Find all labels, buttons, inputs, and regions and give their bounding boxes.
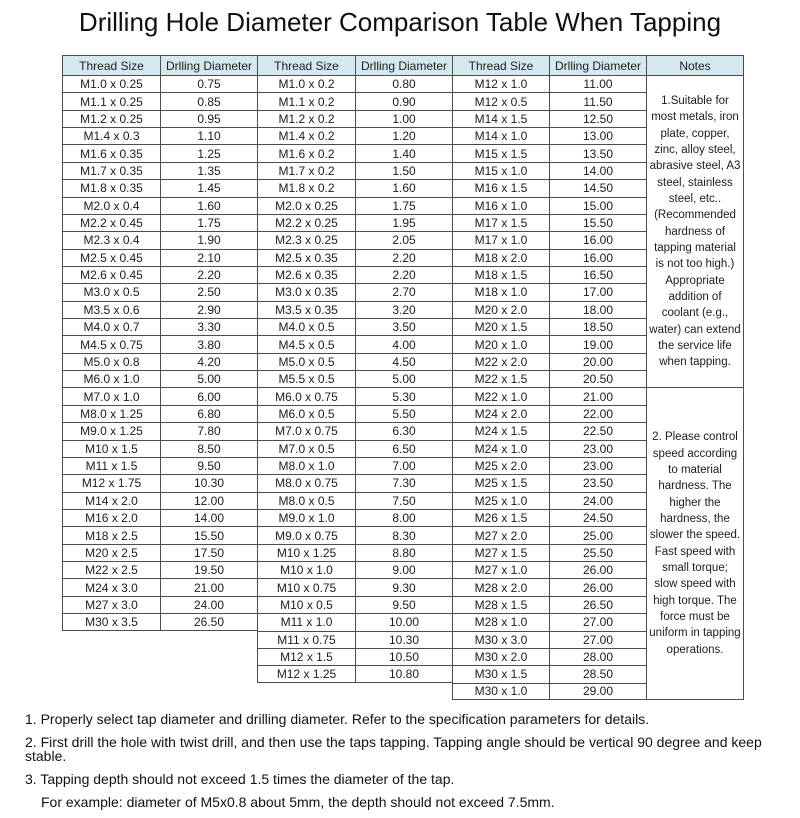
drill-diameter-cell: 3.20	[355, 301, 452, 318]
drill-diameter-cell: 15.50	[549, 214, 646, 231]
drill-diameter-cell: 23.50	[549, 474, 646, 491]
drill-diameter-cell: 22.50	[549, 422, 646, 439]
thread-size-cell: M1.0 x 0.2	[257, 75, 355, 92]
drill-diameter-cell: 5.50	[355, 405, 452, 422]
thread-size-cell: M8.0 x 0.5	[257, 492, 355, 509]
drill-diameter-cell: 11.50	[549, 92, 646, 109]
drill-diameter-cell: 11.00	[549, 75, 646, 92]
thread-size-cell: M27 x 3.0	[62, 596, 160, 613]
thread-size-cell: M7.0 x 0.75	[257, 422, 355, 439]
drill-diameter-cell: 7.00	[355, 457, 452, 474]
thread-size-cell: M2.2 x 0.25	[257, 214, 355, 231]
thread-size-cell: M20 x 1.5	[452, 318, 549, 335]
thread-size-cell: M24 x 2.0	[452, 405, 549, 422]
drill-diameter-cell: 27.00	[549, 613, 646, 630]
drill-diameter-cell: 3.30	[160, 318, 257, 335]
thread-size-cell: M1.2 x 0.2	[257, 110, 355, 127]
drill-diameter-cell: 9.50	[160, 457, 257, 474]
drill-diameter-cell: 12.00	[160, 492, 257, 509]
thread-size-cell: M28 x 1.0	[452, 613, 549, 630]
drill-diameter-cell: 8.50	[160, 440, 257, 457]
thread-size-cell: M12 x 1.25	[257, 665, 355, 682]
thread-size-cell: M14 x 1.5	[452, 110, 549, 127]
thread-size-cell: M12 x 1.75	[62, 474, 160, 491]
drill-diameter-cell: 19.00	[549, 335, 646, 352]
thread-size-cell: M1.4 x 0.3	[62, 127, 160, 144]
drill-diameter-cell: 22.00	[549, 405, 646, 422]
thread-size-cell: M12 x 0.5	[452, 92, 549, 109]
thread-size-cell: M1.2 x 0.25	[62, 110, 160, 127]
drill-diameter-cell: 2.50	[160, 283, 257, 300]
thread-size-cell: M18 x 2.0	[452, 249, 549, 266]
drill-diameter-cell: 14.00	[549, 162, 646, 179]
thread-size-cell: M1.1 x 0.25	[62, 92, 160, 109]
drill-diameter-cell: 27.00	[549, 631, 646, 648]
drill-diameter-cell: 3.80	[160, 335, 257, 352]
thread-size-cell: M4.0 x 0.7	[62, 318, 160, 335]
thread-size-cell: M3.5 x 0.35	[257, 301, 355, 318]
thread-size-cell: M4.0 x 0.5	[257, 318, 355, 335]
thread-size-cell: M24 x 1.0	[452, 440, 549, 457]
drill-diameter-cell: 25.50	[549, 544, 646, 561]
column-header: Notes	[646, 55, 744, 75]
notes-cell: 2. Please control speed according to material hardness. The higher the hardness, the slower the speed. Fast speed with small torque; slow speed with high torque. The force must be uniform in tapping operations.	[646, 387, 744, 699]
thread-size-cell: M20 x 2.0	[452, 301, 549, 318]
drill-diameter-cell: 18.00	[549, 301, 646, 318]
thread-size-cell: M3.0 x 0.5	[62, 283, 160, 300]
thread-size-cell: M16 x 1.5	[452, 179, 549, 196]
thread-size-cell: M2.0 x 0.25	[257, 197, 355, 214]
drill-diameter-cell: 20.00	[549, 353, 646, 370]
thread-size-cell: M30 x 3.0	[452, 631, 549, 648]
thread-size-cell: M1.4 x 0.2	[257, 127, 355, 144]
thread-size-cell: M2.5 x 0.35	[257, 249, 355, 266]
thread-size-cell: M24 x 3.0	[62, 578, 160, 595]
drill-diameter-cell: 4.00	[355, 335, 452, 352]
drill-diameter-cell: 12.50	[549, 110, 646, 127]
drill-diameter-cell: 2.20	[355, 266, 452, 283]
thread-size-cell: M6.0 x 0.75	[257, 387, 355, 404]
drill-diameter-cell: 6.30	[355, 422, 452, 439]
drill-diameter-cell: 10.30	[355, 631, 452, 648]
drill-diameter-cell: 6.80	[160, 405, 257, 422]
thread-size-cell: M16 x 1.0	[452, 197, 549, 214]
thread-size-cell: M1.1 x 0.2	[257, 92, 355, 109]
thread-size-cell: M1.8 x 0.35	[62, 179, 160, 196]
thread-size-cell: M27 x 1.0	[452, 561, 549, 578]
drill-diameter-cell: 5.00	[160, 370, 257, 387]
thread-size-cell: M10 x 1.25	[257, 544, 355, 561]
footer-notes	[25, 712, 790, 818]
drill-diameter-cell: 24.00	[160, 596, 257, 613]
thread-size-cell: M9.0 x 1.0	[257, 509, 355, 526]
thread-size-cell: M14 x 2.0	[62, 492, 160, 509]
drill-diameter-cell: 28.00	[549, 648, 646, 665]
thread-size-cell: M4.5 x 0.75	[62, 335, 160, 352]
drill-diameter-cell: 8.80	[355, 544, 452, 561]
thread-size-cell: M8.0 x 1.25	[62, 405, 160, 422]
footer-note-3: 3. Tapping depth should not exceed 1.5 times the diameter of the tap.	[25, 771, 455, 787]
thread-size-cell: M28 x 2.0	[452, 578, 549, 595]
thread-size-cell: M12 x 1.0	[452, 75, 549, 92]
drill-diameter-cell: 6.50	[355, 440, 452, 457]
thread-size-cell: M25 x 1.0	[452, 492, 549, 509]
drill-diameter-cell: 1.40	[355, 144, 452, 161]
thread-size-cell: M15 x 1.0	[452, 162, 549, 179]
drill-diameter-cell: 26.50	[549, 596, 646, 613]
thread-size-cell: M9.0 x 0.75	[257, 526, 355, 543]
column-header: Thread Size	[257, 55, 355, 75]
drill-diameter-cell: 9.30	[355, 578, 452, 595]
thread-size-cell: M12 x 1.5	[257, 648, 355, 665]
drill-diameter-cell: 6.00	[160, 387, 257, 404]
thread-size-cell: M2.6 x 0.35	[257, 266, 355, 283]
drill-diameter-cell: 1.50	[355, 162, 452, 179]
comparison-table	[62, 55, 744, 700]
drill-diameter-cell: 16.50	[549, 266, 646, 283]
drill-diameter-cell: 2.70	[355, 283, 452, 300]
column-header: Thread Size	[452, 55, 549, 75]
drill-diameter-cell: 21.00	[160, 578, 257, 595]
drill-diameter-cell: 1.25	[160, 144, 257, 161]
footer-note-example: For example: diameter of M5x0.8 about 5mm, the depth should not exceed 7.5mm.	[41, 794, 555, 810]
thread-size-cell: M2.3 x 0.4	[62, 231, 160, 248]
thread-size-cell: M20 x 1.0	[452, 335, 549, 352]
drill-diameter-cell: 15.50	[160, 526, 257, 543]
thread-size-cell: M18 x 1.0	[452, 283, 549, 300]
footer-note-1: 1. Properly select tap diameter and drilling diameter. Refer to the specification parameters for details.	[25, 711, 650, 727]
thread-size-cell: M8.0 x 0.75	[257, 474, 355, 491]
drill-diameter-cell: 8.30	[355, 526, 452, 543]
drill-diameter-cell: 24.50	[549, 509, 646, 526]
drill-diameter-cell: 7.80	[160, 422, 257, 439]
thread-size-cell: M11 x 1.0	[257, 613, 355, 630]
drill-diameter-cell: 13.00	[549, 127, 646, 144]
drill-diameter-cell: 3.50	[355, 318, 452, 335]
thread-size-cell: M11 x 1.5	[62, 457, 160, 474]
thread-size-cell: M1.0 x 0.25	[62, 75, 160, 92]
column-header: Thread Size	[62, 55, 160, 75]
thread-size-cell: M2.6 x 0.45	[62, 266, 160, 283]
thread-size-cell: M27 x 1.5	[452, 544, 549, 561]
thread-size-cell: M22 x 1.5	[452, 370, 549, 387]
drill-diameter-cell: 10.00	[355, 613, 452, 630]
thread-size-cell: M7.0 x 0.5	[257, 440, 355, 457]
drill-diameter-cell: 2.10	[160, 249, 257, 266]
drill-diameter-cell: 10.50	[355, 648, 452, 665]
drill-diameter-cell: 5.30	[355, 387, 452, 404]
drill-diameter-cell: 15.00	[549, 197, 646, 214]
drill-diameter-cell: 1.10	[160, 127, 257, 144]
thread-size-cell: M17 x 1.0	[452, 231, 549, 248]
drill-diameter-cell: 10.80	[355, 665, 452, 682]
thread-size-cell: M7.0 x 1.0	[62, 387, 160, 404]
thread-size-cell: M1.6 x 0.2	[257, 144, 355, 161]
drill-diameter-cell: 23.00	[549, 440, 646, 457]
thread-size-cell: M5.5 x 0.5	[257, 370, 355, 387]
drill-diameter-cell: 1.95	[355, 214, 452, 231]
thread-size-cell: M1.6 x 0.35	[62, 144, 160, 161]
drill-diameter-cell: 14.00	[160, 509, 257, 526]
drill-diameter-cell: 5.00	[355, 370, 452, 387]
drill-diameter-cell: 0.75	[160, 75, 257, 92]
thread-size-cell: M10 x 0.5	[257, 596, 355, 613]
thread-size-cell: M18 x 2.5	[62, 526, 160, 543]
thread-size-cell: M20 x 2.5	[62, 544, 160, 561]
thread-size-cell: M25 x 1.5	[452, 474, 549, 491]
drill-diameter-cell: 10.30	[160, 474, 257, 491]
drill-diameter-cell: 7.50	[355, 492, 452, 509]
thread-size-cell: M3.0 x 0.35	[257, 283, 355, 300]
drill-diameter-cell: 14.50	[549, 179, 646, 196]
thread-size-cell: M22 x 2.5	[62, 561, 160, 578]
drill-diameter-cell: 29.00	[549, 683, 646, 700]
thread-size-cell: M1.7 x 0.2	[257, 162, 355, 179]
drill-diameter-cell: 2.20	[160, 266, 257, 283]
drill-diameter-cell: 8.00	[355, 509, 452, 526]
thread-size-cell: M2.0 x 0.4	[62, 197, 160, 214]
thread-size-cell: M1.8 x 0.2	[257, 179, 355, 196]
drill-diameter-cell: 0.95	[160, 110, 257, 127]
drill-diameter-cell: 2.90	[160, 301, 257, 318]
drill-diameter-cell: 9.50	[355, 596, 452, 613]
drill-diameter-cell: 16.00	[549, 231, 646, 248]
thread-size-cell: M10 x 1.0	[257, 561, 355, 578]
drill-diameter-cell: 18.50	[549, 318, 646, 335]
drill-diameter-cell: 26.50	[160, 613, 257, 630]
drill-diameter-cell: 24.00	[549, 492, 646, 509]
column-header: Drlling Diameter	[355, 55, 452, 75]
drill-diameter-cell: 26.00	[549, 578, 646, 595]
drill-diameter-cell: 1.00	[355, 110, 452, 127]
thread-size-cell: M30 x 3.5	[62, 613, 160, 630]
drill-diameter-cell: 1.60	[355, 179, 452, 196]
drill-diameter-cell: 23.00	[549, 457, 646, 474]
thread-size-cell: M22 x 2.0	[452, 353, 549, 370]
thread-size-cell: M9.0 x 1.25	[62, 422, 160, 439]
drill-diameter-cell: 17.00	[549, 283, 646, 300]
drill-diameter-cell: 1.20	[355, 127, 452, 144]
thread-size-cell: M16 x 2.0	[62, 509, 160, 526]
thread-size-cell: M18 x 1.5	[452, 266, 549, 283]
drill-diameter-cell: 4.50	[355, 353, 452, 370]
column-header: Drlling Diameter	[160, 55, 257, 75]
thread-size-cell: M6.0 x 0.5	[257, 405, 355, 422]
thread-size-cell: M15 x 1.5	[452, 144, 549, 161]
footer-note-2: 2. First drill the hole with twist drill, and then use the taps tapping. Tapping angle should be vertical 90 degree and keep stable.	[25, 734, 762, 764]
drill-diameter-cell: 13.50	[549, 144, 646, 161]
drill-diameter-cell: 0.85	[160, 92, 257, 109]
drill-diameter-cell: 21.00	[549, 387, 646, 404]
thread-size-cell: M2.3 x 0.25	[257, 231, 355, 248]
thread-size-cell: M6.0 x 1.0	[62, 370, 160, 387]
drill-diameter-cell: 7.30	[355, 474, 452, 491]
drill-diameter-cell: 2.05	[355, 231, 452, 248]
drill-diameter-cell: 25.00	[549, 526, 646, 543]
thread-size-cell: M2.5 x 0.45	[62, 249, 160, 266]
drill-diameter-cell: 4.20	[160, 353, 257, 370]
thread-size-cell: M5.0 x 0.8	[62, 353, 160, 370]
page-title: Drilling Hole Diameter Comparison Table When Tapping	[78, 7, 722, 37]
drill-diameter-cell: 1.60	[160, 197, 257, 214]
thread-size-cell: M3.5 x 0.6	[62, 301, 160, 318]
drill-diameter-cell: 16.00	[549, 249, 646, 266]
thread-size-cell: M8.0 x 1.0	[257, 457, 355, 474]
drill-diameter-cell: 0.90	[355, 92, 452, 109]
thread-size-cell: M25 x 2.0	[452, 457, 549, 474]
drill-diameter-cell: 28.50	[549, 665, 646, 682]
thread-size-cell: M24 x 1.5	[452, 422, 549, 439]
drill-diameter-cell: 17.50	[160, 544, 257, 561]
thread-size-cell: M27 x 2.0	[452, 526, 549, 543]
drill-diameter-cell: 20.50	[549, 370, 646, 387]
drill-diameter-cell: 26.00	[549, 561, 646, 578]
drill-diameter-cell: 1.90	[160, 231, 257, 248]
column-header: Drlling Diameter	[549, 55, 646, 75]
thread-size-cell: M17 x 1.5	[452, 214, 549, 231]
thread-size-cell: M10 x 0.75	[257, 578, 355, 595]
drill-diameter-cell: 1.75	[355, 197, 452, 214]
thread-size-cell: M30 x 2.0	[452, 648, 549, 665]
thread-size-cell: M28 x 1.5	[452, 596, 549, 613]
thread-size-cell: M2.2 x 0.45	[62, 214, 160, 231]
drill-diameter-cell: 1.75	[160, 214, 257, 231]
notes-cell: 1.Suitable for most metals, iron plate, copper, zinc, alloy steel, abrasive steel, A3 steel, stainless steel, etc..(Recommended hardness of tapping material is not too high.) Appropriate addition of coolant (e.g., water) can extend the service life when tapping.	[646, 75, 744, 387]
thread-size-cell: M10 x 1.5	[62, 440, 160, 457]
thread-size-cell: M11 x 0.75	[257, 631, 355, 648]
drill-diameter-cell: 1.35	[160, 162, 257, 179]
drill-diameter-cell: 0.80	[355, 75, 452, 92]
thread-size-cell: M4.5 x 0.5	[257, 335, 355, 352]
thread-size-cell: M14 x 1.0	[452, 127, 549, 144]
thread-size-cell: M26 x 1.5	[452, 509, 549, 526]
drill-diameter-cell: 2.20	[355, 249, 452, 266]
thread-size-cell: M1.7 x 0.35	[62, 162, 160, 179]
drill-diameter-cell: 1.45	[160, 179, 257, 196]
thread-size-cell: M22 x 1.0	[452, 387, 549, 404]
drill-diameter-cell: 19.50	[160, 561, 257, 578]
thread-size-cell: M30 x 1.5	[452, 665, 549, 682]
thread-size-cell: M30 x 1.0	[452, 683, 549, 700]
thread-size-cell: M5.0 x 0.5	[257, 353, 355, 370]
drill-diameter-cell: 9.00	[355, 561, 452, 578]
